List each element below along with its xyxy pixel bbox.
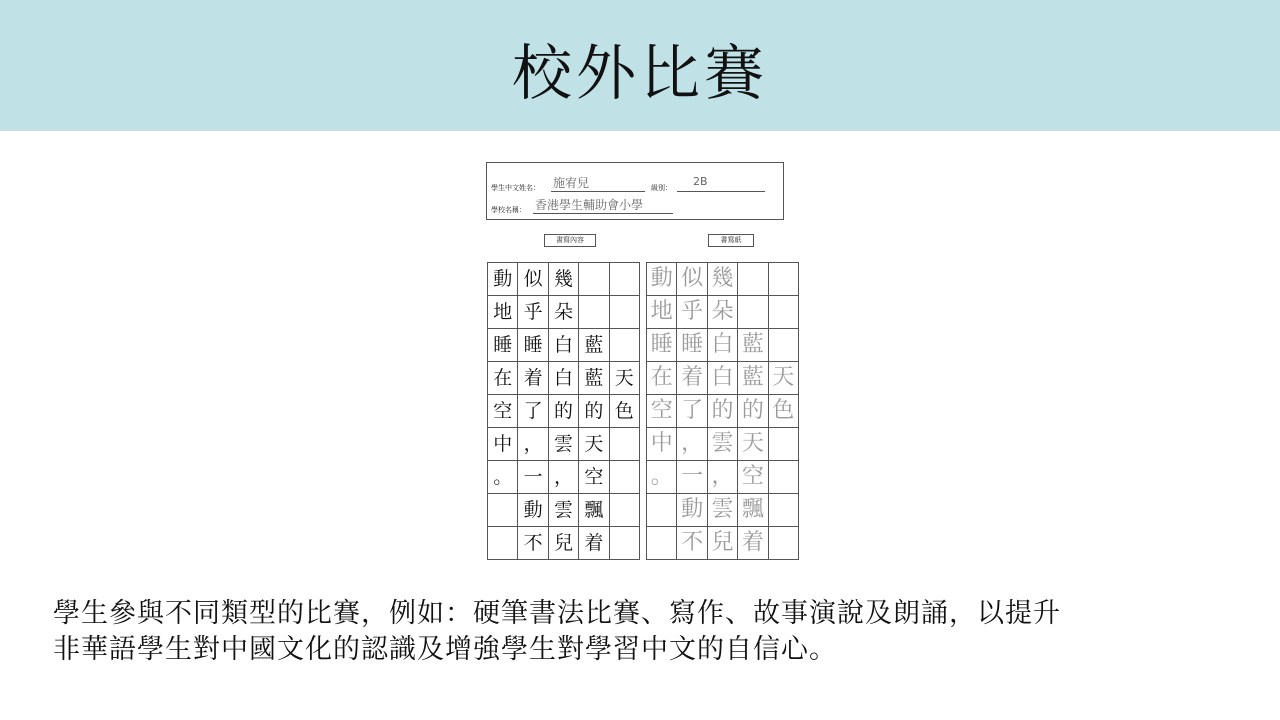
- grid-cell: 天: [738, 428, 768, 461]
- grid-cell: [579, 263, 609, 296]
- grid-cell: [769, 296, 799, 329]
- grid-cell: 藍: [738, 362, 768, 395]
- description-line-2: 非華語學生對中國文化的認識及增強學生對學習中文的自信心。: [53, 634, 837, 665]
- grid-cell: 雲: [549, 428, 579, 461]
- grid-cell: [488, 527, 518, 560]
- grid-cell: [610, 428, 640, 461]
- grid-cell: 空: [488, 395, 518, 428]
- grid-cell: 着: [579, 527, 609, 560]
- grid-cell: 藍: [579, 362, 609, 395]
- grid-cell: 一: [677, 461, 707, 494]
- content-tag: 書寫內容: [544, 234, 596, 247]
- grid-cell: 空: [647, 395, 677, 428]
- grid-cell: [610, 527, 640, 560]
- grid-cell: 着: [738, 527, 768, 560]
- grid-cell: 的: [708, 395, 738, 428]
- grid-cell: ，: [677, 428, 707, 461]
- grid-cell: 天: [610, 362, 640, 395]
- slide-title: 校外比賽: [512, 39, 768, 109]
- worksheet-header-box: [486, 162, 784, 220]
- student-name-value: 施宥兒: [553, 176, 590, 190]
- grid-cell: [769, 461, 799, 494]
- grid-cell: 睡: [647, 329, 677, 362]
- grid-cell: 了: [518, 395, 548, 428]
- grid-cell: 。: [488, 461, 518, 494]
- grid-cell: 空: [579, 461, 609, 494]
- grid-cell: 兒: [708, 527, 738, 560]
- school-underline: [533, 213, 673, 214]
- name-underline: [551, 191, 645, 192]
- paper-tag: 書寫紙: [708, 234, 754, 247]
- grid-cell: 地: [488, 296, 518, 329]
- grid-cell: 天: [579, 428, 609, 461]
- grid-cell: 不: [677, 527, 707, 560]
- grid-cell: 動: [677, 494, 707, 527]
- grid-cell: 色: [769, 395, 799, 428]
- grid-cell: 着: [518, 362, 548, 395]
- grid-cell: 幾: [549, 263, 579, 296]
- grid-cell: 白: [708, 329, 738, 362]
- grid-cell: 的: [549, 395, 579, 428]
- grid-cell: 藍: [738, 329, 768, 362]
- description-text: [53, 596, 1233, 668]
- grid-cell: 藍: [579, 329, 609, 362]
- grid-cell: 不: [518, 527, 548, 560]
- grid-cell: 空: [738, 461, 768, 494]
- grid-cell: 兒: [549, 527, 579, 560]
- grid-cell: 中: [488, 428, 518, 461]
- grid-cell: 乎: [518, 296, 548, 329]
- model-text-grid: [487, 262, 640, 560]
- grid-cell: 白: [549, 329, 579, 362]
- grid-cell: 的: [579, 395, 609, 428]
- grid-cell: 睡: [518, 329, 548, 362]
- grid-cell: [579, 296, 609, 329]
- grid-cell: 似: [518, 263, 548, 296]
- grid-cell: 地: [647, 296, 677, 329]
- school-value: 香港學生輔助會小學: [535, 198, 644, 212]
- grid-cell: [769, 263, 799, 296]
- grid-cell: 着: [677, 362, 707, 395]
- description-line-1: 學生參與不同類型的比賽，例如：硬筆書法比賽、寫作、故事演說及朗誦，以提升: [53, 598, 1061, 629]
- grid-cell: 似: [677, 263, 707, 296]
- grid-cell: 一: [518, 461, 548, 494]
- grid-cell: 白: [708, 362, 738, 395]
- grid-cell: 在: [647, 362, 677, 395]
- grid-cell: 了: [677, 395, 707, 428]
- grid-cell: 動: [518, 494, 548, 527]
- grid-cell: [769, 329, 799, 362]
- grid-cell: 動: [488, 263, 518, 296]
- grid-cell: [769, 527, 799, 560]
- grid-cell: 朵: [549, 296, 579, 329]
- handwriting-grid: [646, 262, 799, 560]
- grid-cell: 天: [769, 362, 799, 395]
- grid-cell: 雲: [549, 494, 579, 527]
- grid-cell: [488, 494, 518, 527]
- grid-cell: [769, 494, 799, 527]
- grid-cell: 乎: [677, 296, 707, 329]
- grid-cell: 的: [738, 395, 768, 428]
- student-name-label: 學生中文姓名：: [491, 184, 540, 192]
- grid-cell: 動: [647, 263, 677, 296]
- class-label: 級別：: [651, 184, 672, 192]
- grid-cell: 雲: [708, 428, 738, 461]
- grid-cell: [610, 263, 640, 296]
- grid-cell: [738, 263, 768, 296]
- grid-cell: 色: [610, 395, 640, 428]
- class-value: 2B: [693, 175, 708, 188]
- grid-cell: [647, 527, 677, 560]
- grid-cell: 雲: [708, 494, 738, 527]
- grid-cell: 幾: [708, 263, 738, 296]
- grid-cell: [769, 428, 799, 461]
- grid-cell: 。: [647, 461, 677, 494]
- grid-cell: ，: [549, 461, 579, 494]
- grid-cell: [738, 296, 768, 329]
- grid-cell: 睡: [677, 329, 707, 362]
- grid-cell: 朵: [708, 296, 738, 329]
- grid-cell: 中: [647, 428, 677, 461]
- grid-cell: [610, 329, 640, 362]
- calligraphy-worksheet-image: [482, 160, 804, 568]
- grid-cell: [647, 494, 677, 527]
- class-underline: [677, 191, 765, 192]
- grid-cell: ，: [708, 461, 738, 494]
- grid-cell: [610, 461, 640, 494]
- grid-cell: 睡: [488, 329, 518, 362]
- grid-cell: ，: [518, 428, 548, 461]
- grid-cell: 飄: [738, 494, 768, 527]
- grid-cell: [610, 494, 640, 527]
- grid-cell: 白: [549, 362, 579, 395]
- grid-cell: 在: [488, 362, 518, 395]
- grid-cell: 飄: [579, 494, 609, 527]
- school-label: 學校名稱：: [491, 206, 526, 214]
- grid-cell: [610, 296, 640, 329]
